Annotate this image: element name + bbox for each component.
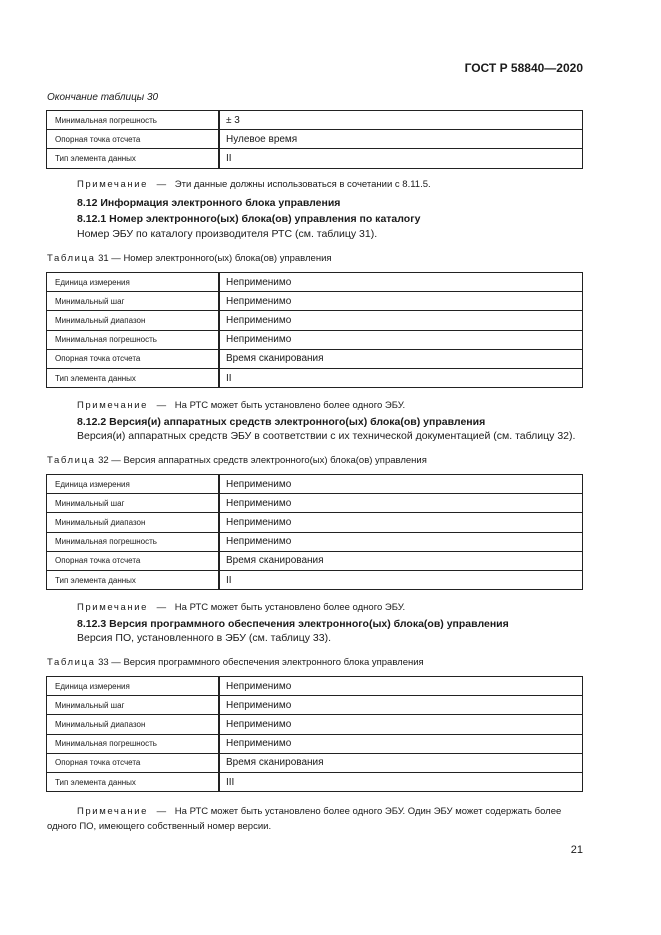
page-number: 21 <box>570 844 583 856</box>
table-row <box>47 311 583 330</box>
table-31 <box>46 272 583 388</box>
table-row <box>47 753 583 772</box>
row-value: Неприменимо <box>219 330 583 349</box>
row-key: Минимальный диапазон <box>47 715 220 734</box>
note-text: Эти данные должны использоваться в сочетании с 8.11.5. <box>174 179 431 190</box>
row-value: Время сканирования <box>219 551 583 570</box>
caption-text: 32 — Версия аппаратных средств электронного(ых) блока(ов) управления <box>98 455 427 466</box>
table-row <box>47 551 583 570</box>
table-row <box>47 368 583 387</box>
table-31-caption <box>47 253 332 264</box>
table-row <box>47 292 583 311</box>
row-key: Минимальный шаг <box>47 696 220 715</box>
row-value: II <box>219 368 583 387</box>
section-8-12-3-text: Версия ПО, установленного в ЭБУ (см. таблицу 33). <box>77 632 332 644</box>
row-key: Минимальный диапазон <box>47 311 220 330</box>
row-key: Тип элемента данных <box>47 772 220 791</box>
table-33-caption <box>47 657 424 668</box>
row-value: Неприменимо <box>219 494 583 513</box>
row-key: Опорная точка отсчета <box>47 349 220 368</box>
note-dash: — <box>156 400 167 411</box>
row-value: Неприменимо <box>219 677 583 696</box>
document-id: ГОСТ Р 58840—2020 <box>464 61 583 75</box>
note-2 <box>77 400 405 411</box>
row-value: Неприменимо <box>219 292 583 311</box>
section-8-12-2-heading: 8.12.2 Версия(и) аппаратных средств электронного(ых) блока(ов) управления <box>77 416 486 428</box>
note-dash: — <box>156 806 167 817</box>
row-value: Нулевое время <box>219 130 583 149</box>
row-key: Минимальный диапазон <box>47 513 220 532</box>
row-key: Опорная точка отсчета <box>47 130 220 149</box>
row-key: Тип элемента данных <box>47 368 220 387</box>
section-8-12-3-heading: 8.12.3 Версия программного обеспечения электронного(ых) блока(ов) управления <box>77 618 509 630</box>
row-key: Минимальная погрешность <box>47 330 220 349</box>
note-text-line-1: На РТС может быть установлено более одного ЭБУ. Один ЭБУ может содержать более <box>174 806 562 817</box>
note-prefix: Примечание <box>77 179 148 190</box>
row-key: Единица измерения <box>47 273 220 292</box>
table-row <box>47 149 583 168</box>
table-row <box>47 494 583 513</box>
row-key: Минимальная погрешность <box>47 734 220 753</box>
note-text: На РТС может быть установлено более одного ЭБУ. <box>174 602 406 613</box>
table-row <box>47 513 583 532</box>
row-key: Минимальная погрешность <box>47 111 220 130</box>
table-30 <box>46 110 583 169</box>
caption-prefix: Таблица <box>47 455 96 466</box>
section-8-12-1-text: Номер ЭБУ по каталогу производителя РТС (см. таблицу 31). <box>77 228 378 240</box>
note-prefix: Примечание <box>77 400 148 411</box>
section-8-12-heading: 8.12 Информация электронного блока управления <box>77 197 341 209</box>
table-row <box>47 130 583 149</box>
table-row <box>47 330 583 349</box>
table-32 <box>46 474 583 590</box>
note-prefix: Примечание <box>77 602 148 613</box>
row-value: Неприменимо <box>219 475 583 494</box>
row-value: Время сканирования <box>219 349 583 368</box>
note-3 <box>77 602 405 613</box>
table-row <box>47 677 583 696</box>
table-30-continuation-label: Окончание таблицы 30 <box>47 92 159 103</box>
row-key: Минимальная погрешность <box>47 532 220 551</box>
note-text: На РТС может быть установлено более одного ЭБУ. <box>174 400 406 411</box>
row-value: II <box>219 149 583 168</box>
row-key: Минимальный шаг <box>47 292 220 311</box>
table-row <box>47 772 583 791</box>
row-value: Неприменимо <box>219 311 583 330</box>
row-key: Минимальный шаг <box>47 494 220 513</box>
row-value: Неприменимо <box>219 513 583 532</box>
note-dash: — <box>156 602 167 613</box>
table-row <box>47 111 583 130</box>
row-value: Неприменимо <box>219 715 583 734</box>
note-prefix: Примечание <box>77 806 148 817</box>
table-row <box>47 349 583 368</box>
row-key: Тип элемента данных <box>47 570 220 589</box>
caption-text: 31 — Номер электронного(ых) блока(ов) управления <box>98 253 332 264</box>
table-32-caption <box>47 455 427 466</box>
table-row <box>47 532 583 551</box>
row-value: Неприменимо <box>219 696 583 715</box>
row-value: III <box>219 772 583 791</box>
row-value: Время сканирования <box>219 753 583 772</box>
row-value: II <box>219 570 583 589</box>
row-key: Опорная точка отсчета <box>47 551 220 570</box>
note-1 <box>77 179 431 190</box>
table-row <box>47 715 583 734</box>
row-value: Неприменимо <box>219 532 583 551</box>
table-row <box>47 734 583 753</box>
table-row <box>47 475 583 494</box>
caption-text: 33 — Версия программного обеспечения электронного блока управления <box>98 657 424 668</box>
table-row <box>47 696 583 715</box>
caption-prefix: Таблица <box>47 657 96 668</box>
table-row <box>47 273 583 292</box>
section-8-12-2-text: Версия(и) аппаратных средств ЭБУ в соответствии с их технической документацией (см. таблицу 32). <box>77 430 576 442</box>
row-key: Единица измерения <box>47 677 220 696</box>
row-key: Тип элемента данных <box>47 149 220 168</box>
note-dash: — <box>156 179 167 190</box>
note-4 <box>77 806 583 817</box>
table-row <box>47 570 583 589</box>
table-33 <box>46 676 583 792</box>
note-4-continuation: одного ПО, имеющего собственный номер версии. <box>47 821 272 832</box>
row-value: Неприменимо <box>219 734 583 753</box>
row-key: Единица измерения <box>47 475 220 494</box>
caption-prefix: Таблица <box>47 253 96 264</box>
row-key: Опорная точка отсчета <box>47 753 220 772</box>
section-8-12-1-heading: 8.12.1 Номер электронного(ых) блока(ов) управления по каталогу <box>77 213 421 225</box>
row-value: ± 3 <box>219 111 583 130</box>
row-value: Неприменимо <box>219 273 583 292</box>
